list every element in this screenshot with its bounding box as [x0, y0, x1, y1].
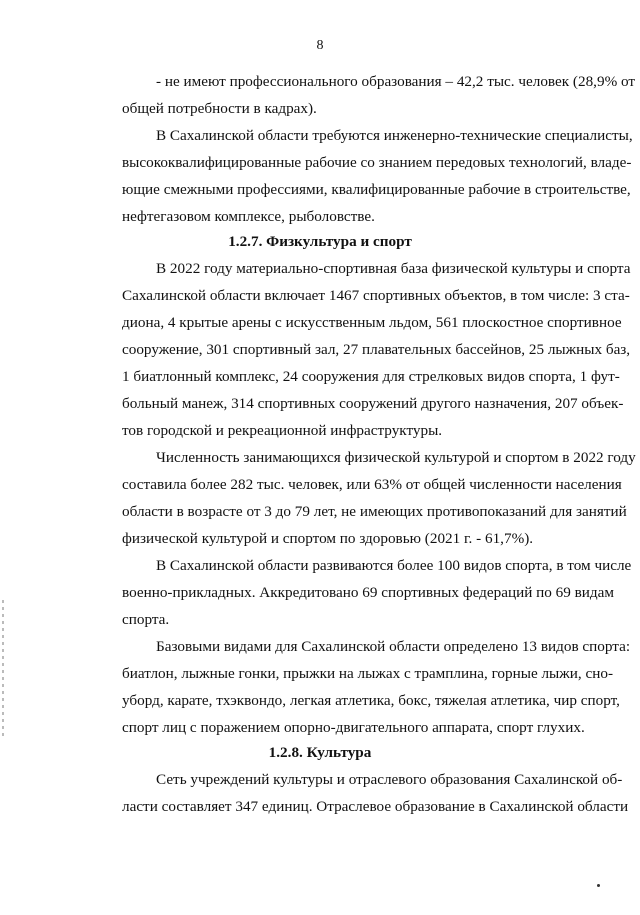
text-line: Сахалинской области включает 1467 спортивных объектов, в том числе: 3 ста- [122, 287, 630, 304]
text-line: В Сахалинской области требуются инженерно-технические специалисты, [156, 127, 633, 144]
text-line: В Сахалинской области развиваются более 100 видов спорта, в том числе [156, 557, 632, 574]
text-line: физической культурой и спортом по здоровью (2021 г. - 61,7%). [122, 530, 534, 547]
scan-artifact-mark [2, 600, 4, 740]
text-line: нефтегазовом комплексе, рыболовстве. [122, 208, 375, 225]
page-number: 8 [316, 38, 324, 53]
text-line: Численность занимающихся физической культурой и спортом в 2022 году [156, 449, 636, 466]
text-line: диона, 4 крытые арены с искусственным льдом, 561 плоскостное спортивное [122, 314, 622, 331]
text-line: составила более 282 тыс. человек, или 63% от общей численности населения [122, 476, 622, 493]
text-line: 1 биатлонный комплекс, 24 сооружения для стрелковых видов спорта, 1 фут- [122, 368, 620, 385]
text-line: высококвалифицированные рабочие со знанием передовых технологий, владе- [122, 154, 632, 171]
text-line: больный манеж, 314 спортивных сооружений другого назначения, 207 объек- [122, 395, 624, 412]
text-line: ласти составляет 347 единиц. Отраслевое образование в Сахалинской области [122, 798, 629, 815]
text-line: спорта. [122, 611, 170, 628]
section-heading-culture: 1.2.8. Культура [268, 744, 372, 761]
text-line: области в возрасте от 3 до 79 лет, не имеющих противопоказаний для занятий [122, 503, 627, 520]
text-line: ющие смежными профессиями, квалифицированные рабочие в строительстве, [122, 181, 631, 198]
text-line: Сеть учреждений культуры и отраслевого образования Сахалинской об- [156, 771, 623, 788]
text-line: общей потребности в кадрах). [122, 100, 317, 117]
text-line: спорт лиц с поражением опорно-двигательного аппарата, спорт глухих. [122, 719, 585, 736]
text-line: биатлон, лыжные гонки, прыжки на лыжах с трамплина, горные лыжи, сно- [122, 665, 613, 682]
text-line: В 2022 году материально-спортивная база физической культуры и спорта [156, 260, 631, 277]
text-line: Базовыми видами для Сахалинской области определено 13 видов спорта: [156, 638, 631, 655]
text-line: сооружение, 301 спортивный зал, 27 плавательных бассейнов, 25 лыжных баз, [122, 341, 631, 358]
text-line: военно-прикладных. Аккредитовано 69 спортивных федераций по 69 видам [122, 584, 615, 601]
text-line: - не имеют профессионального образования – 42,2 тыс. человек (28,9% от [156, 73, 636, 90]
section-heading-sport: 1.2.7. Физкультура и спорт [228, 233, 412, 250]
scan-dot-mark [597, 884, 600, 887]
text-line: тов городской и рекреационной инфраструктуры. [122, 422, 443, 439]
text-line: уборд, карате, тхэквондо, легкая атлетика, бокс, тяжелая атлетика, чир спорт, [122, 692, 620, 709]
